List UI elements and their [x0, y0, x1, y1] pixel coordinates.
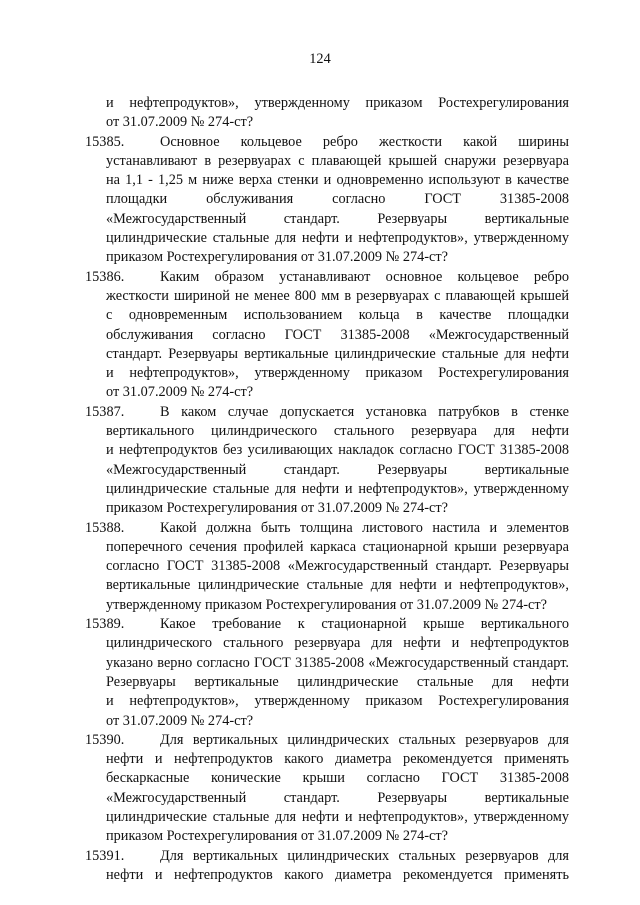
- question-15391: [85, 847, 569, 886]
- text-line: утвержденному приказом Ростехрегулирования от 31.07.2009 № 274-ст?: [106, 596, 547, 613]
- text-line: приказом Ростехрегулирования от 31.07.2009 № 274-ст?: [106, 828, 448, 845]
- text-line: Резервуары вертикальные цилиндрические стальные для нефти: [106, 673, 569, 690]
- text-line: от 31.07.2009 № 274-ст?: [106, 384, 254, 401]
- text-line: Для вертикальных цилиндрических стальных резервуаров для: [160, 847, 569, 864]
- text-line: «Межгосударственный стандарт. Резервуары вертикальные: [106, 210, 569, 227]
- text-line: цилиндрические стальные для нефти и нефтепродуктов», утвержденному: [106, 480, 569, 497]
- question-15386: [85, 268, 569, 403]
- text-line: и нефтепродуктов», утвержденному приказом Ростехрегулирования: [106, 365, 569, 382]
- text-line: приказом Ростехрегулирования от 31.07.2009 № 274-ст?: [106, 500, 448, 517]
- text-line: бескаркасные конические крыши согласно ГОСТ 31385-2008: [106, 770, 569, 787]
- page-number: 124: [309, 51, 331, 67]
- text-line: цилиндрического стального резервуара для нефти и нефтепродуктов: [106, 635, 569, 652]
- text-line: «Межгосударственный стандарт. Резервуары вертикальные: [106, 461, 569, 478]
- text-line: указано верно согласно ГОСТ 31385-2008 «Межгосударственный стандарт.: [106, 654, 569, 671]
- text-line: «Межгосударственный стандарт. Резервуары вертикальные: [106, 789, 569, 806]
- text-line: и нефтепродуктов», утвержденному приказом Ростехрегулирования: [106, 95, 569, 111]
- text-line: и нефтепродуктов», утвержденному приказом Ростехрегулирования: [106, 693, 569, 710]
- text-line: Каким образом устанавливают основное кольцевое ребро: [160, 268, 569, 285]
- text-line: вертикального цилиндрического стального резервуара для нефти: [106, 423, 569, 440]
- text-line: площадки обслуживания согласно ГОСТ 31385-2008: [106, 191, 569, 208]
- text-line: Какое требование к стационарной крыше вертикального: [160, 616, 569, 633]
- text-line: поперечного сечения профилей каркаса стационарной крыши резервуара: [106, 538, 569, 555]
- continuation-paragraph: [95, 94, 569, 133]
- text-line: Основное кольцевое ребро жесткости какой ширины: [160, 133, 569, 150]
- question-number: 15391.: [85, 847, 125, 864]
- question-number: 15386.: [85, 268, 125, 285]
- text-line: и нефтепродуктов без усиливающих накладок согласно ГОСТ 31385-2008: [106, 442, 569, 459]
- question-number: 15390.: [85, 731, 125, 748]
- text-line: нефти и нефтепродуктов какого диаметра рекомендуется применять: [106, 866, 569, 883]
- question-15387: [85, 403, 569, 519]
- question-15390: [85, 731, 569, 847]
- text-line: на 1,1 - 1,25 м ниже верха стенки и одновременно используют в качестве: [106, 172, 569, 189]
- document-body: [85, 94, 569, 885]
- question-15385: [85, 133, 569, 268]
- text-line: с одновременным использованием кольца в качестве площадки: [106, 307, 569, 324]
- text-line: В каком случае допускается установка патрубков в стенке: [160, 403, 569, 420]
- text-line: приказом Ростехрегулирования от 31.07.2009 № 274-ст?: [106, 249, 448, 266]
- text-line: согласно ГОСТ 31385-2008 «Межгосударственный стандарт. Резервуары: [106, 558, 569, 575]
- text-line: цилиндрические стальные для нефти и нефтепродуктов», утвержденному: [106, 230, 569, 247]
- question-15388: [85, 519, 569, 615]
- text-line: цилиндрические стальные для нефти и нефтепродуктов», утвержденному: [106, 808, 569, 825]
- text-line: устанавливают в резервуарах с плавающей крышей снаружи резервуара: [106, 152, 569, 169]
- text-line: стандарт. Резервуары вертикальные цилиндрические стальные для нефти: [106, 345, 569, 362]
- question-number: 15388.: [85, 519, 125, 536]
- text-line: от 31.07.2009 № 274-ст?: [106, 712, 254, 729]
- question-number: 15389.: [85, 616, 125, 633]
- text-line: Какой должна быть толщина листового настила и элементов: [160, 519, 569, 536]
- text-line: обслуживания согласно ГОСТ 31385-2008 «Межгосударственный: [106, 326, 569, 343]
- question-number: 15385.: [85, 133, 125, 150]
- text-line: нефти и нефтепродуктов какого диаметра рекомендуется применять: [106, 751, 569, 768]
- text-line: Для вертикальных цилиндрических стальных резервуаров для: [160, 731, 569, 748]
- text-line: от 31.07.2009 № 274-ст?: [106, 114, 254, 131]
- question-15389: [85, 615, 569, 731]
- text-line: жесткости шириной не менее 800 мм в резервуарах с плавающей крышей: [106, 287, 569, 304]
- text-line: вертикальные цилиндрические стальные для нефти и нефтепродуктов»,: [106, 577, 569, 594]
- question-number: 15387.: [85, 403, 125, 420]
